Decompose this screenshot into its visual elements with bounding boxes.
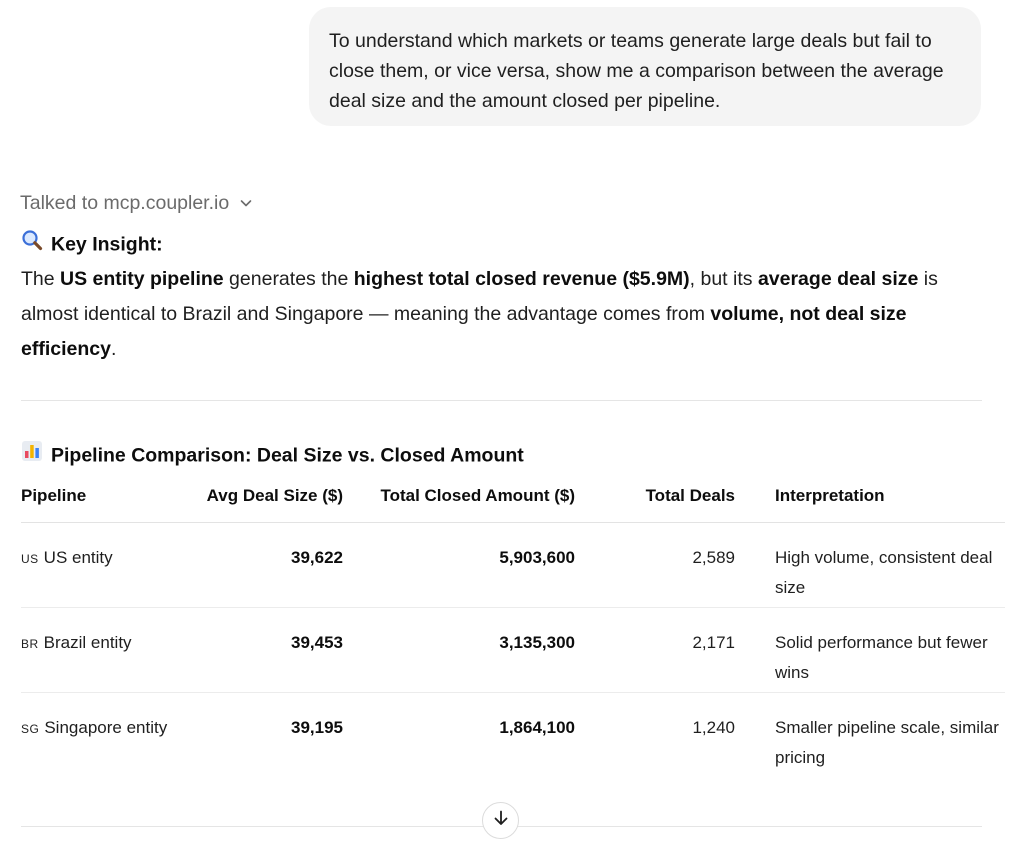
flag-br-icon: BR xyxy=(21,637,39,651)
flag-us-icon: US xyxy=(21,552,39,566)
arrow-down-icon xyxy=(492,809,510,832)
table-header-row xyxy=(21,480,1005,523)
pipeline-name: US entity xyxy=(43,548,113,567)
pipeline-name: Brazil entity xyxy=(43,633,132,652)
total-deals-cell: 2,171 xyxy=(575,608,735,693)
total-closed-cell: 3,135,300 xyxy=(343,608,575,693)
pipeline-cell xyxy=(21,608,186,693)
column-header-total-closed: Total Closed Amount ($) xyxy=(343,480,575,523)
insight-text-segment: . xyxy=(110,338,117,360)
table-row xyxy=(21,608,1005,693)
insight-text-segment: is almost identical to Brazil and Singapore — meaning the advantage comes from xyxy=(21,268,938,325)
pipeline-cell xyxy=(21,693,186,778)
insight-paragraph xyxy=(21,262,981,367)
user-message-bubble xyxy=(309,7,981,126)
table-row xyxy=(21,523,1005,608)
insight-text-segment: , but its xyxy=(689,268,758,290)
avg-deal-size-cell: 39,195 xyxy=(291,718,343,737)
pipeline-cell xyxy=(21,523,186,608)
insight-heading xyxy=(21,231,163,260)
insight-text-segment: generates the xyxy=(223,268,354,290)
chevron-down-icon xyxy=(239,191,253,217)
total-closed-cell: 1,864,100 xyxy=(499,718,575,737)
tool-call-label: Talked to mcp.coupler.io xyxy=(20,192,230,214)
column-header-pipeline: Pipeline xyxy=(21,480,186,523)
tool-call-toggle[interactable] xyxy=(20,190,253,217)
total-deals-cell: 1,240 xyxy=(692,718,735,737)
column-header-avg-deal-size: Avg Deal Size ($) xyxy=(186,480,343,523)
insight-bold-segment: volume, not deal size efficiency xyxy=(21,303,907,360)
insight-bold-segment: US entity pipeline xyxy=(60,268,224,290)
interpretation-cell: High volume, consistent deal size xyxy=(735,523,1005,608)
column-header-total-deals: Total Deals xyxy=(575,480,735,523)
total-closed-cell: 5,903,600 xyxy=(343,523,575,608)
insight-text-segment: The xyxy=(21,268,61,290)
user-message-text: To understand which markets or teams generate large deals but fail to close them, or vice versa, show me a comparison between the average deal size and the amount closed per pipeline. xyxy=(329,30,944,112)
interpretation-cell: Solid performance but fewer wins xyxy=(735,608,1005,693)
avg-deal-size-cell: 39,453 xyxy=(186,608,343,693)
insight-title: Key Insight: xyxy=(51,233,163,256)
insight-bold-segment: highest total closed revenue ($5.9M) xyxy=(353,268,690,290)
total-deals-cell: 2,589 xyxy=(575,523,735,608)
avg-deal-size-cell: 39,622 xyxy=(186,523,343,608)
scroll-to-bottom-button[interactable] xyxy=(482,802,519,839)
column-header-interpretation: Interpretation xyxy=(735,480,1005,523)
insight-bold-segment: average deal size xyxy=(757,268,919,290)
pipeline-comparison-table xyxy=(21,480,1005,778)
table-row xyxy=(21,693,1005,778)
magnifier-icon xyxy=(21,229,43,258)
pipeline-name: Singapore entity xyxy=(44,718,168,737)
table-title: Pipeline Comparison: Deal Size vs. Closed Amount xyxy=(51,444,524,467)
flag-sg-icon: SG xyxy=(21,722,40,736)
bar-chart-icon xyxy=(21,440,43,469)
divider xyxy=(21,400,982,401)
interpretation-cell: Smaller pipeline scale, similar pricing xyxy=(775,718,999,767)
table-heading xyxy=(21,442,524,471)
